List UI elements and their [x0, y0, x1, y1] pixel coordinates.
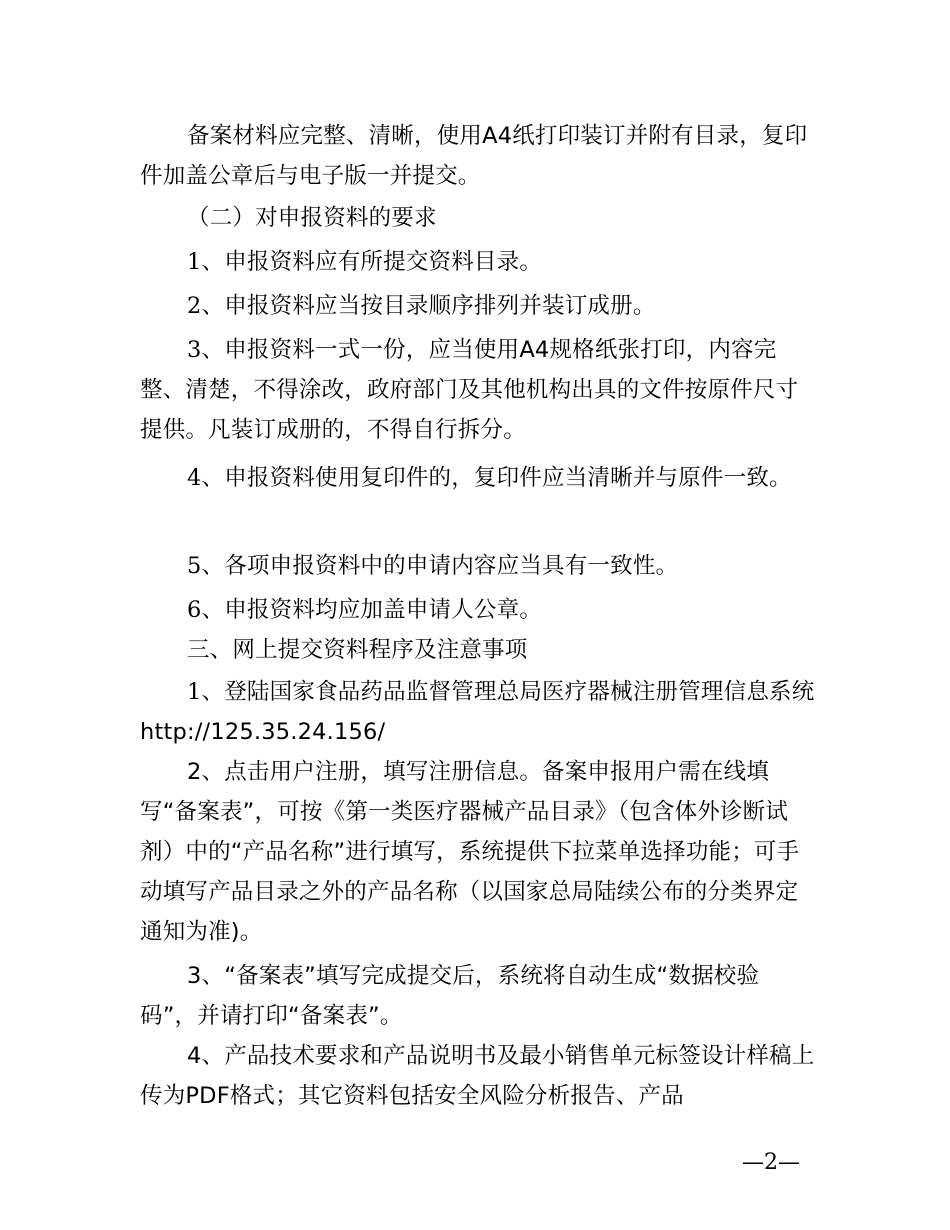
list-item-1: 1、申报资料应有所提交资料目录。: [187, 249, 543, 275]
list-item-3: 3、申报资料一式一份，应当使用A4规格纸张打印，内容完整、清楚，不得涂改，政府部门及其他机构出具的文件按原件尺寸提供。凡装订成册的，不得自行拆分。: [140, 337, 799, 443]
list-item-5: 5、各项申报资料中的申请内容应当具有一致性。: [187, 553, 679, 579]
list-item-2: 2、申报资料应当按目录顺序排列并装订成册。: [187, 293, 656, 319]
list-item-4: 4、申报资料使用复印件的，复印件应当清晰并与原件一致。: [187, 465, 792, 491]
section-heading-application-requirements: （二）对申报资料的要求: [187, 205, 437, 231]
step-item-2: 2、点击用户注册，填写注册信息。备案申报用户需在线填写“备案表”，可按《第一类医疗器械产品目录》（包含体外诊断试剂）中的“产品名称”进行填写，系统提供下拉菜单选择功能；可手动填写产品目录之外的产品名称（以国家总局陆续公布的分类界定通知为准)。: [140, 759, 800, 945]
step-item-4: 4、产品技术要求和产品说明书及最小销售单元标签设计样稿上传为PDF格式；其它资料包括安全风险分析报告、产品: [140, 1043, 815, 1109]
list-item-6: 6、申报资料均应加盖申请人公章。: [187, 597, 543, 623]
paragraph-filing-materials: 备案材料应完整、清晰，使用A4纸打印装订并附有目录，复印件加盖公章后与电子版一并提交。: [140, 123, 808, 189]
section-heading-online-submission: 三、网上提交资料程序及注意事项: [187, 637, 528, 663]
page-number: —2—: [742, 1150, 800, 1175]
step-item-1: 1、登陆国家食品药品监督管理总局医疗器械注册管理信息系统http://125.35.24.156/: [140, 679, 815, 745]
step-item-3: 3、“备案表”填写完成提交后，系统将自动生成“数据校验码”，并请打印“备案表”。: [140, 963, 760, 1029]
